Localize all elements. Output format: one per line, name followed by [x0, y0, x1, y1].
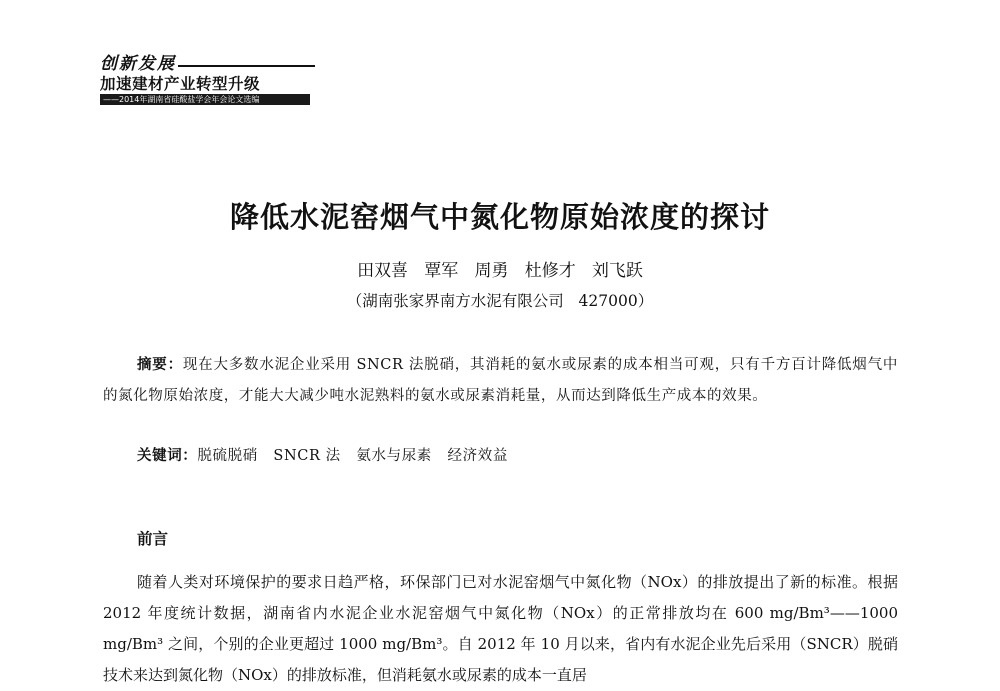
paper-title: 降低水泥窑烟气中氮化物原始浓度的探讨	[229, 200, 770, 234]
header-slogan: 创新发展	[100, 54, 315, 74]
abstract-text: 现在大多数水泥企业采用 SNCR 法脱硝，其消耗的氨水或尿素的成本相当可观，只有千方百计降低烟气中的氮化物原始浓度，才能大大减少吨水泥熟料的氨水或尿素消耗量，从而达到降低生产成本的效果。	[103, 357, 898, 404]
body-paragraph: 随着人类对环境保护的要求日趋严格，环保部门已对水泥窑烟气中氮化物（NOx）的排放提出了新的标准。根据 2012 年度统计数据，湖南省内水泥企业水泥窑烟气中氮化物（NOx）的正常排放均在 600 mg/Bm³——1000 mg/Bm³ 之间，个别的企业更超过 1000 mg/Bm³。自 2012 年 10 月以来，省内有水泥企业先后采用（SNCR）脱硝技术来达到氮化物（NOx）的排放标准，但消耗氨水或尿素的成本一直居	[103, 573, 898, 684]
header-proceedings-bar: ——2014年湖南省硅酸盐学会年会论文选编	[100, 94, 310, 105]
abstract-label: 摘要：	[137, 357, 183, 373]
proceedings-header	[100, 54, 315, 105]
header-rule	[178, 65, 315, 67]
header-subtitle: 加速建材产业转型升级	[100, 75, 261, 93]
keywords-label: 关键词：	[137, 448, 198, 464]
paper-affiliation: （湖南张家界南方水泥有限公司 427000）	[346, 292, 654, 310]
section-heading: 前言	[137, 530, 169, 548]
abstract	[103, 350, 898, 412]
keywords	[137, 444, 508, 465]
paper-authors: 田双喜 覃军 周勇 杜修才 刘飞跃	[357, 261, 643, 281]
keywords-text: 脱硫脱硝 SNCR 法 氨水与尿素 经济效益	[197, 448, 508, 464]
